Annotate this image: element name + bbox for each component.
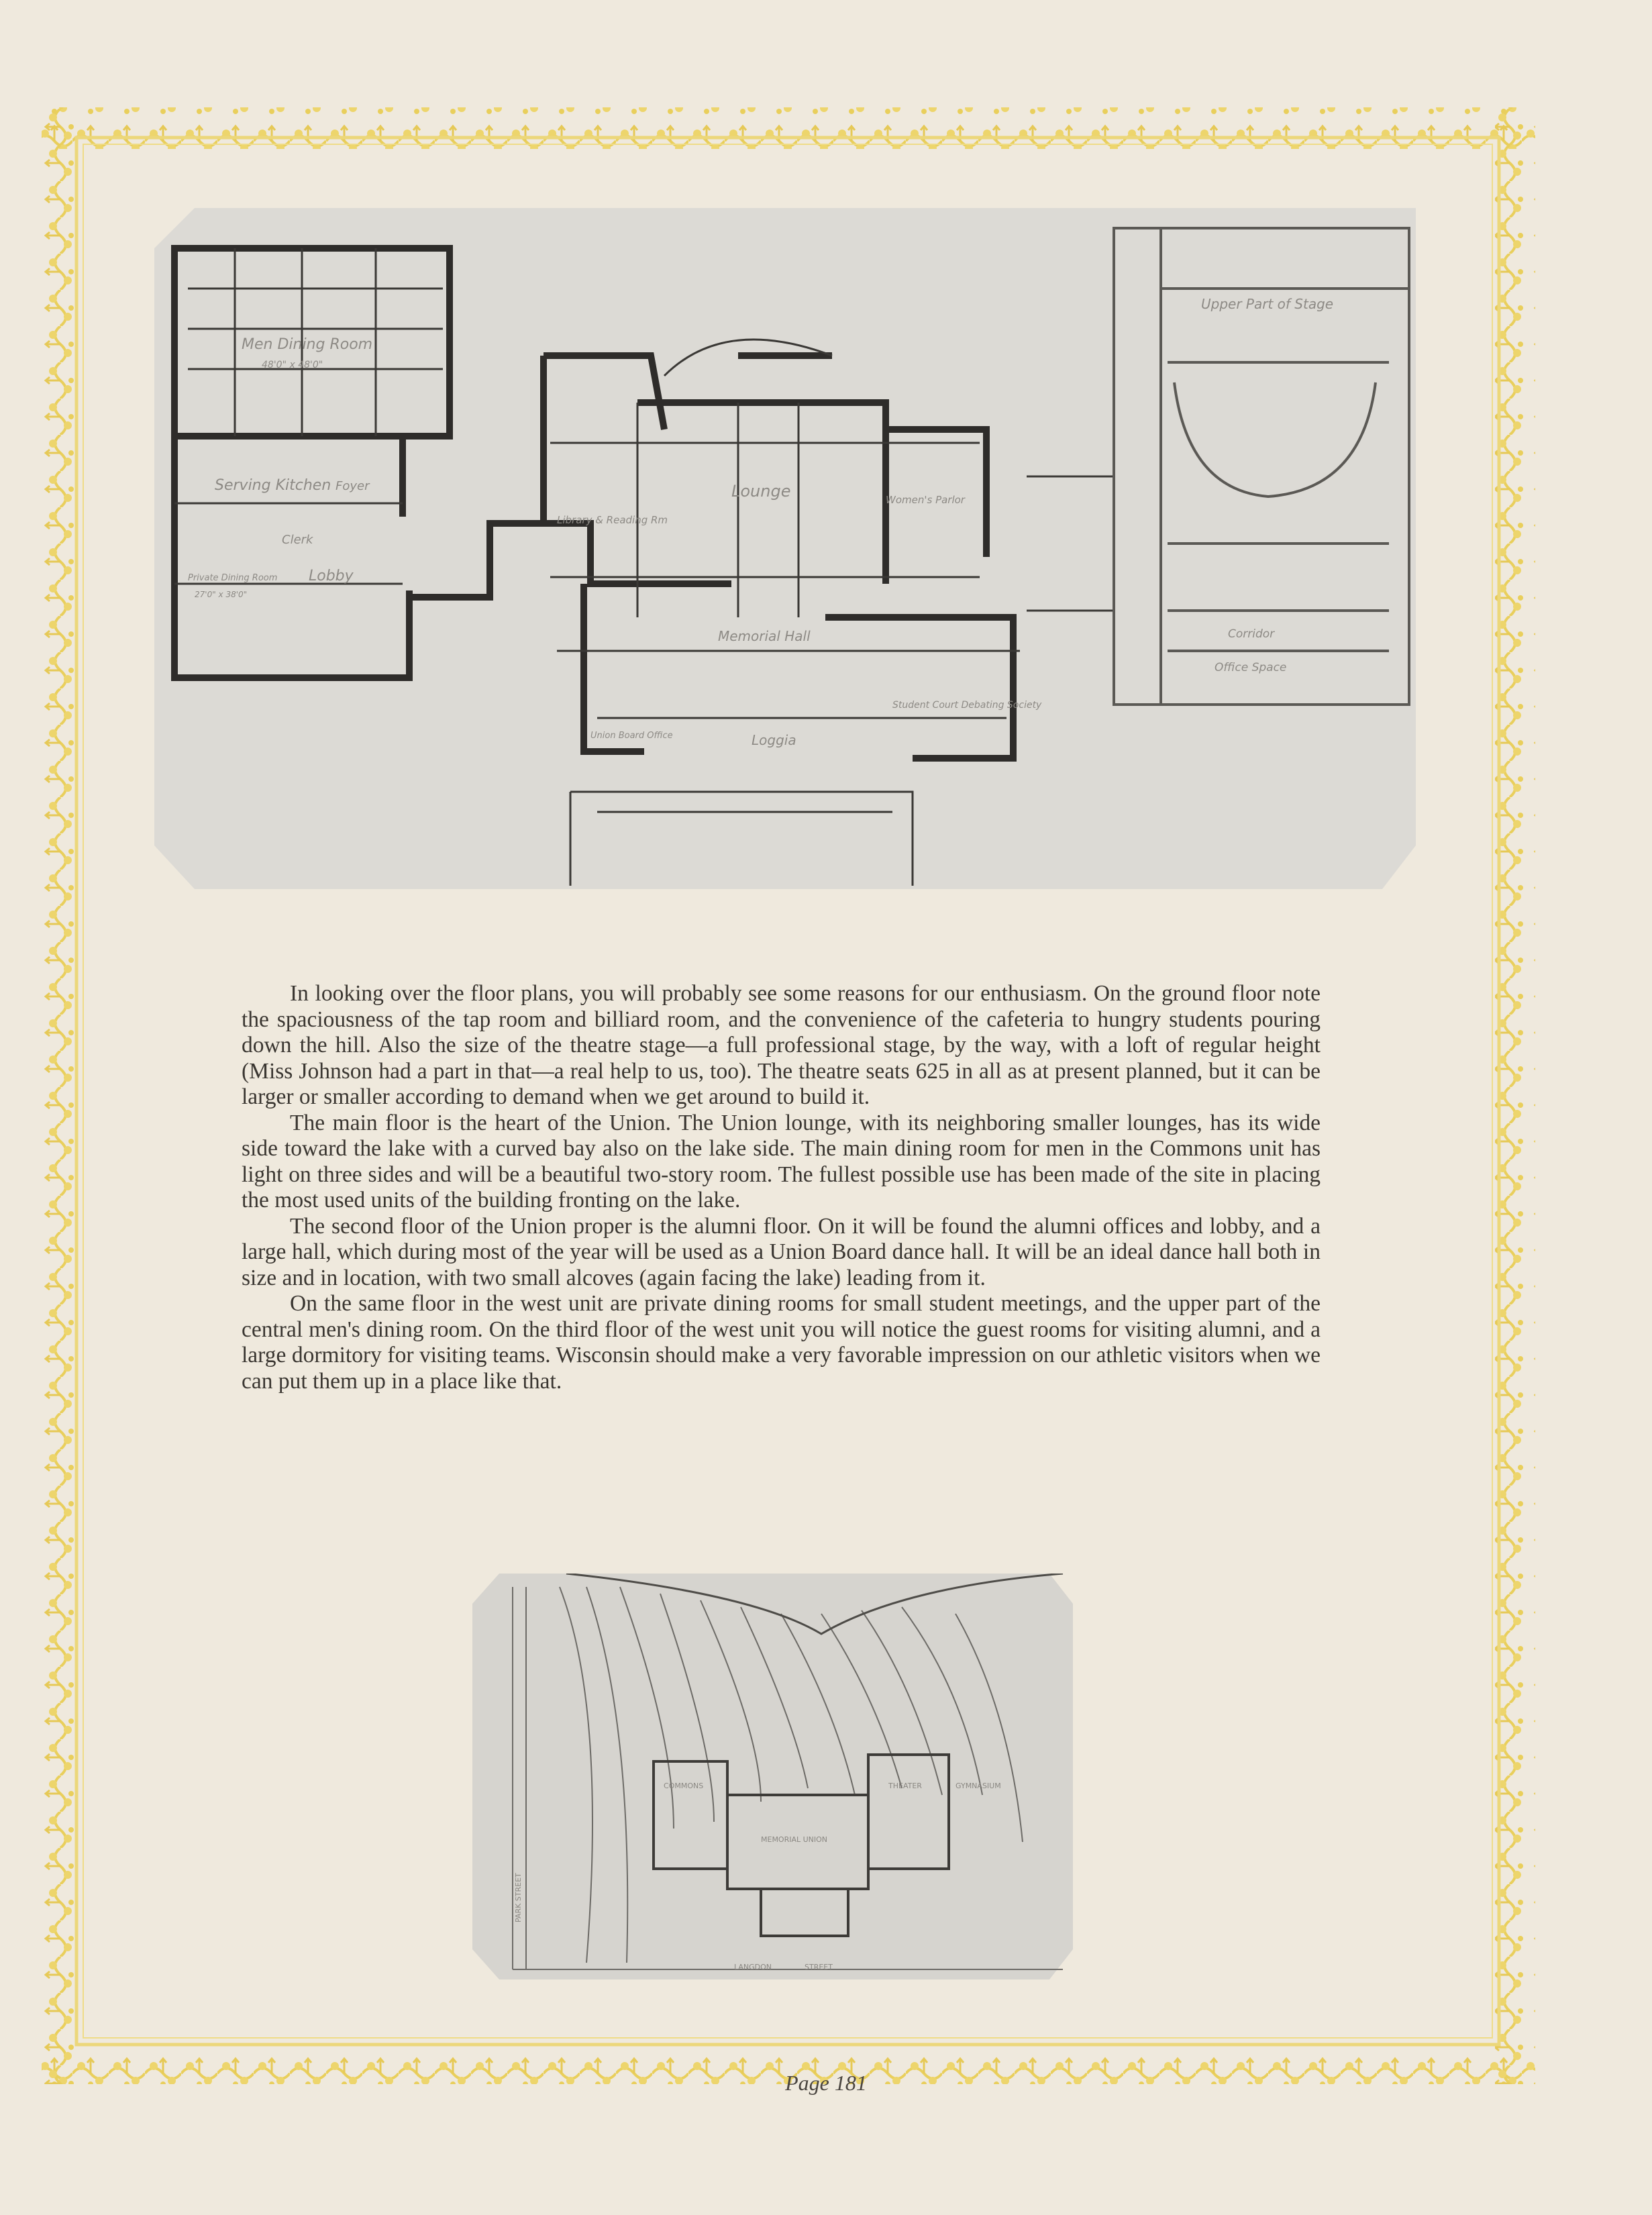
label-street: STREET bbox=[805, 1963, 833, 1971]
label-clerk: Clerk bbox=[282, 533, 313, 547]
label-men-dining: Men Dining Room bbox=[242, 336, 373, 353]
paragraph-2: The main floor is the heart of the Union. The Union lounge, with its neighboring smaller lounges, has its wide side toward the lake with a curved bay also on the lake side. The main dining room for men in the Commons unit has light on three sides and will be a beautiful two-story room. The fullest possible use has been made of the site in placing the most used units of the building fronting on the lake. bbox=[242, 1110, 1321, 1213]
label-commons: COMMONS bbox=[664, 1782, 704, 1790]
label-womens-parlor: Women's Parlor bbox=[886, 494, 965, 506]
label-union-board: Union Board Office bbox=[590, 731, 673, 741]
label-upper-stage: Upper Part of Stage bbox=[1201, 296, 1334, 312]
label-private-dining-dim: 27'0" x 38'0" bbox=[195, 590, 248, 599]
site-plan bbox=[472, 1574, 1073, 1979]
label-park-street: PARK STREET bbox=[514, 1873, 523, 1922]
label-student-court: Student Court Debating Society bbox=[892, 700, 1042, 711]
label-corridor: Corridor bbox=[1228, 627, 1275, 641]
body-text bbox=[242, 981, 1321, 1394]
label-theater: THEATER bbox=[888, 1782, 922, 1790]
label-memorial-union: MEMORIAL UNION bbox=[761, 1835, 828, 1844]
label-loggia: Loggia bbox=[752, 732, 796, 748]
page-number: Page 181 bbox=[785, 2071, 867, 2095]
label-foyer: Foyer bbox=[335, 479, 370, 493]
label-serving-kitchen: Serving Kitchen bbox=[215, 477, 331, 494]
label-private-dining: Private Dining Room bbox=[188, 573, 278, 583]
label-langdon: LANGDON bbox=[734, 1963, 772, 1971]
paragraph-1: In looking over the floor plans, you will probably see some reasons for our enthusiasm. On the ground floor note the spaciousness of the tap room and billiard room, and the convenience of the cafeteria to hungry students pouring down the hill. Also the size of the theatre stage—a full professional stage, by the way, with a loft of regular height (Miss Johnson had a part in that—a real help to us, too). The theatre seats 625 in all as at present planned, but it can be larger or smaller according to demand when we get around to build it. bbox=[242, 981, 1321, 1109]
label-men-dining-dim: 48'0" x 48'0" bbox=[262, 360, 323, 370]
label-memorial-hall: Memorial Hall bbox=[718, 628, 811, 644]
label-office-space: Office Space bbox=[1215, 661, 1287, 674]
label-lounge: Lounge bbox=[731, 482, 791, 501]
label-lobby: Lobby bbox=[309, 568, 354, 584]
paragraph-4: On the same floor in the west unit are private dining rooms for small student meetings, and the upper part of the central men's dining room. On the third floor of the west unit you will notice the guest rooms for visiting alumni, and a large dormitory for visiting teams. Wisconsin should make a very favorable impression on our athletic visitors when we can put them up in a place like that. bbox=[242, 1291, 1321, 1394]
label-library: Library & Reading Rm bbox=[557, 514, 668, 526]
main-floor-plan bbox=[154, 208, 1416, 889]
paragraph-3: The second floor of the Union proper is the alumni floor. On it will be found the alumni offices and lobby, and a large hall, which during most of the year will be used as a Union Board dance hall. It will be an ideal dance hall both in size and in location, with two small alcoves (again facing the lake) leading from it. bbox=[242, 1213, 1321, 1290]
label-gymnasium: GYMNASIUM bbox=[956, 1782, 1001, 1790]
